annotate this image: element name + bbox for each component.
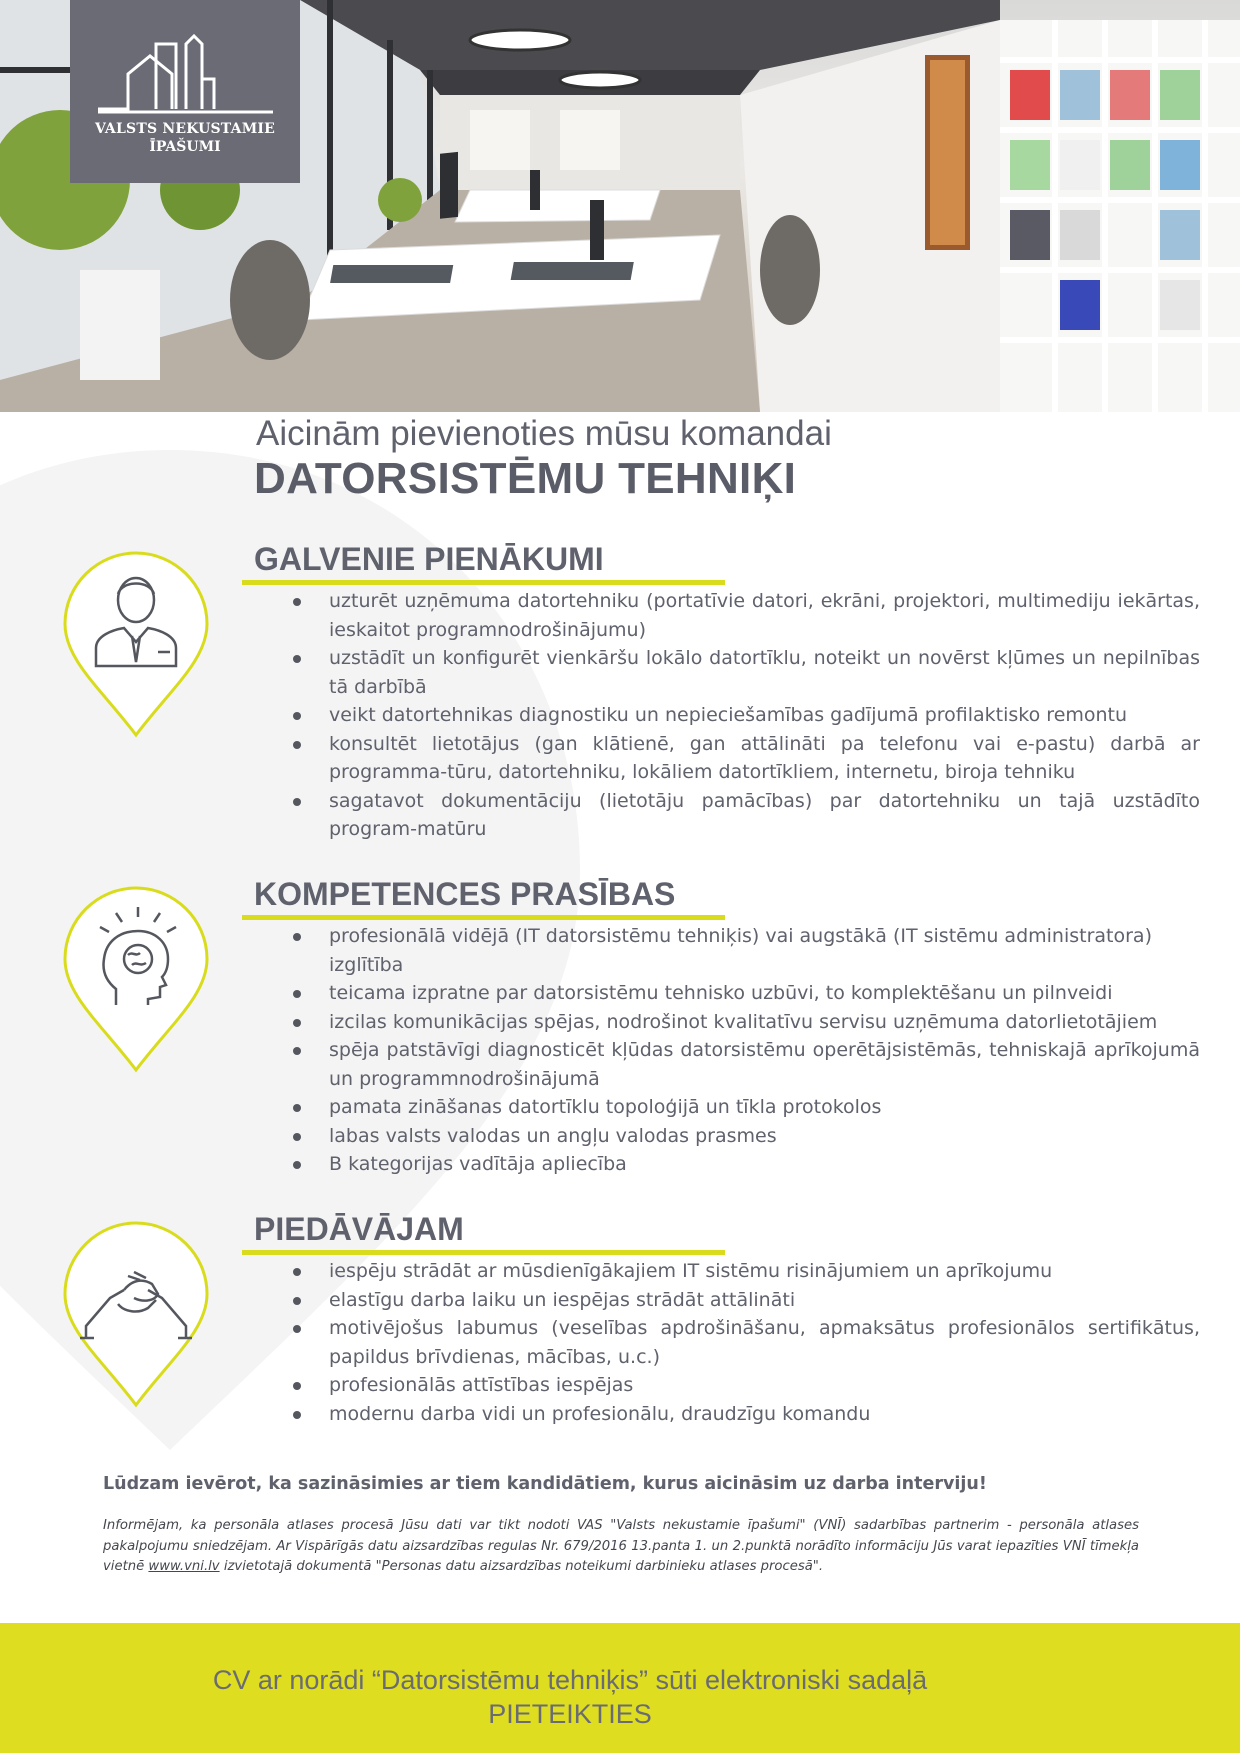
section-underline	[242, 1250, 725, 1255]
businessman-icon	[62, 550, 210, 738]
list-item: modernu darba vidi un profesionālu, draudzīgu komandu	[290, 1400, 1200, 1429]
list-item: profesionālās attīstības iespējas	[290, 1371, 1200, 1400]
section-underline	[242, 580, 725, 585]
vni-website-link[interactable]: www.vni.lv	[148, 1559, 220, 1574]
list-item: spēja patstāvīgi diagnosticēt kļūdas datorsistēmu operētājsistēmās, tehniskajā aprīkojumā un programmnodrošinājumā	[290, 1036, 1200, 1093]
list-item: iespēju strādāt ar mūsdienīgākajiem IT sistēmu risinājumiem un aprīkojumu	[290, 1257, 1200, 1286]
list-item: izcilas komunikācijas spējas, nodrošinot kvalitatīvu servisu uzņēmuma datorlietotājiem	[290, 1008, 1200, 1037]
hero-office-photo	[0, 0, 1240, 412]
duties-list	[290, 587, 1200, 844]
list-item: B kategorijas vadītāja apliecība	[290, 1150, 1200, 1179]
privacy-text-after: izvietotajā dokumentā "Personas datu aizsardzības noteikumi darbinieku atlases procesā".	[219, 1559, 824, 1574]
list-item: labas valsts valodas un angļu valodas prasmes	[290, 1122, 1200, 1151]
requirements-list	[290, 922, 1200, 1179]
list-item: sagatavot dokumentāciju (lietotāju pamācības) par datortehniku un tajā uzstādīto program-matūru	[290, 787, 1200, 844]
brand-name-line1: VALSTS NEKUSTAMIE	[94, 121, 276, 137]
handshake-icon	[62, 1220, 210, 1408]
section-title-offer: PIEDĀVĀJAM	[254, 1211, 464, 1247]
privacy-text-before: Informējam, ka personāla atlases procesā Jūsu dati var tikt nodoti VAS "Valsts nekustamie īpašumi" (VNĪ) sadarbības partnerim - personāla atlases pakalpojumu sniedzējam. Ar Vispārīgās datu aizsardzības regulas Nr. 679/2016 13.panta 1. un 2.punktā norādīto informāciju Jūs varat iepazīties VNĪ tīmekļa vietnē	[103, 1518, 1139, 1574]
brain-head-icon	[62, 885, 210, 1073]
brand-name-line2: ĪPAŠUMI	[149, 139, 221, 155]
list-item: veikt datortehnikas diagnostiku un nepieciešamības gadījumā profilaktisko remontu	[290, 701, 1200, 730]
section-title-duties: GALVENIE PIENĀKUMI	[254, 541, 604, 577]
list-item: motivējošus labumus (veselības apdrošināšanu, apmaksātus profesionālos sertifikātus, papildus brīvdienas, mācības, u.c.)	[290, 1314, 1200, 1371]
building-logo-icon	[98, 34, 273, 114]
footer-cv-instruction: CV ar norādi “Datorsistēmu tehniķis” sūti elektroniski sadaļā	[212, 1665, 928, 1695]
section-underline	[242, 915, 725, 920]
list-item: uzstādīt un konfigurēt vienkāršu lokālo datortīklu, noteikt un novērst kļūmes un nepilnības tā darbībā	[290, 644, 1200, 701]
brand-logo	[70, 0, 300, 183]
list-item: uzturēt uzņēmuma datortehniku (portatīvie datori, ekrāni, projektori, multimediju iekārtas, ieskaitot programnodrošinājumu)	[290, 587, 1200, 644]
apply-link[interactable]: PIETEIKTIES	[488, 1699, 652, 1729]
list-item: konsultēt lietotājus (gan klātienē, gan attālināti pa telefonu vai e-pastu) darbā ar programma-tūru, datortehniku, lokāliem datortīkliem, internetu, biroja tehniku	[290, 730, 1200, 787]
section-title-requirements: KOMPETENCES PRASĪBAS	[254, 876, 676, 912]
invite-heading: Aicinām pievienoties mūsu komandai	[256, 414, 832, 453]
privacy-notice	[103, 1516, 1139, 1578]
list-item: teicama izpratne par datorsistēmu tehnisko uzbūvi, to komplektēšanu un pilnveidi	[290, 979, 1200, 1008]
notice-contact: Lūdzam ievērot, ka sazināsimies ar tiem kandidātiem, kurus aicināsim uz darba interviju!	[103, 1474, 987, 1494]
list-item: elastīgu darba laiku un iespējas strādāt attālināti	[290, 1286, 1200, 1315]
list-item: profesionālā vidējā (IT datorsistēmu tehniķis) vai augstākā (IT sistēmu administratora) izglītība	[290, 922, 1200, 979]
footer-banner	[0, 1623, 1240, 1753]
job-title: DATORSISTĒMU TEHNIĶI	[254, 454, 797, 503]
list-item: pamata zināšanas datortīklu topoloģijā un tīkla protokolos	[290, 1093, 1200, 1122]
offer-list	[290, 1257, 1200, 1428]
